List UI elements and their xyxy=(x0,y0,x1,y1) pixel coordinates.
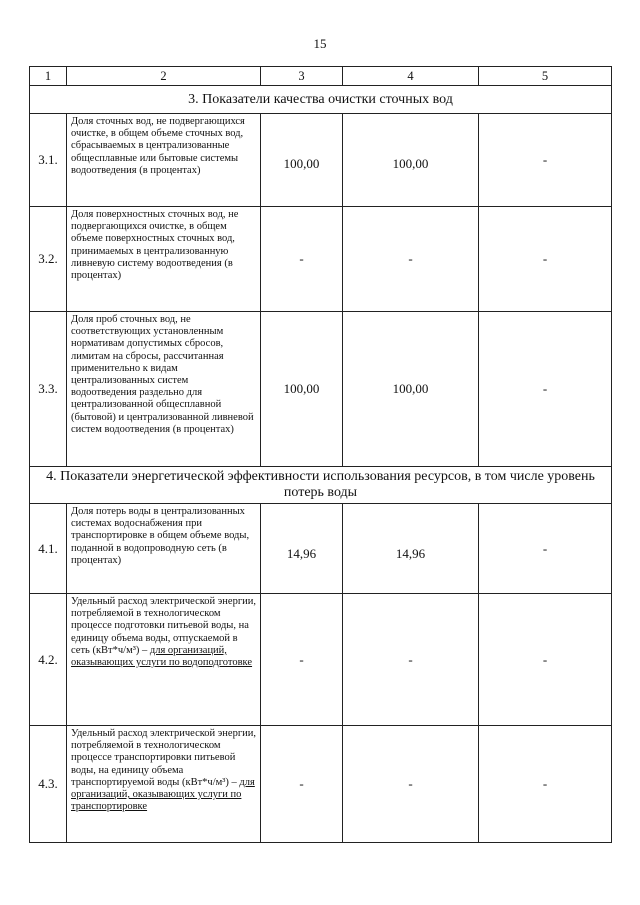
row-description: Доля потерь воды в централизованных системах водоснабжения при транспортировке в общем объеме воды, поданной в водопроводную сеть (в процентах) xyxy=(67,504,261,594)
table-row xyxy=(30,726,612,843)
value-col3: - xyxy=(261,594,343,726)
header-cell-3: 3 xyxy=(261,67,343,86)
value-col4: - xyxy=(343,726,479,843)
header-cell-4: 4 xyxy=(343,67,479,86)
header-cell-2: 2 xyxy=(67,67,261,86)
row-description: Доля сточных вод, не подвергающихся очистке, в общем объеме сточных вод, сбрасываемых в централизованные общесплавные или бытовые системы водоотведения (в процентах) xyxy=(67,114,261,207)
row-number: 4.2. xyxy=(30,594,67,726)
table-row xyxy=(30,312,612,467)
value-col3: 14,96 xyxy=(261,504,343,594)
row-description: Доля поверхностных сточных вод, не подвергающихся очистке, в общем объеме поверхностных сточных вод, принимаемых в централизованную ливневую систему водоотведения (в процентах) xyxy=(67,207,261,312)
value-col5: - xyxy=(479,726,612,843)
value-col5: - xyxy=(479,594,612,726)
section-row xyxy=(30,86,612,114)
row-description: Удельный расход электрической энергии, потребляемой в технологическом процессе подготовки питьевой воды, на единицу объема воды, отпускаемой в сеть (кВт*ч/м³) – для организаций, оказывающих услуги по водоподготовке xyxy=(67,594,261,726)
indicators-table xyxy=(29,66,612,843)
value-col3: - xyxy=(261,207,343,312)
value-col5: - xyxy=(479,504,612,594)
value-col4: 100,00 xyxy=(343,312,479,467)
value-col4: 100,00 xyxy=(343,114,479,207)
row-description: Доля проб сточных вод, не соответствующих установленным нормативам допустимых сбросов, лимитам на сбросы, рассчитанная применительно к видам централизованных систем водоотведения раздельно для централизованной общесплавной (бытовой) и централизованной ливневой систем водоотведения (в процентах) xyxy=(67,312,261,467)
table-row xyxy=(30,594,612,726)
header-row xyxy=(30,67,612,86)
row-number: 4.1. xyxy=(30,504,67,594)
row-description: Удельный расход электрической энергии, потребляемой в технологическом процессе транспортировки питьевой воды, на единицу объема транспортируемой воды (кВт*ч/м³) – для организаций, оказывающих услуги по транспортировке xyxy=(67,726,261,843)
header-cell-1: 1 xyxy=(30,67,67,86)
value-col5: - xyxy=(479,114,612,207)
value-col4: - xyxy=(343,207,479,312)
row-number: 3.1. xyxy=(30,114,67,207)
header-cell-5: 5 xyxy=(479,67,612,86)
section-title: 3. Показатели качества очистки сточных вод xyxy=(30,86,612,114)
row-number: 4.3. xyxy=(30,726,67,843)
value-col3: - xyxy=(261,726,343,843)
value-col4: 14,96 xyxy=(343,504,479,594)
table-row xyxy=(30,114,612,207)
value-col4: - xyxy=(343,594,479,726)
section-row xyxy=(30,467,612,504)
row-number: 3.2. xyxy=(30,207,67,312)
value-col3: 100,00 xyxy=(261,114,343,207)
page-number: 15 xyxy=(313,36,327,51)
value-col3: 100,00 xyxy=(261,312,343,467)
section-title: 4. Показатели энергетической эффективности использования ресурсов, в том числе уровень потерь воды xyxy=(30,467,612,504)
table-row xyxy=(30,207,612,312)
value-col5: - xyxy=(479,312,612,467)
row-number: 3.3. xyxy=(30,312,67,467)
table-row xyxy=(30,504,612,594)
value-col5: - xyxy=(479,207,612,312)
